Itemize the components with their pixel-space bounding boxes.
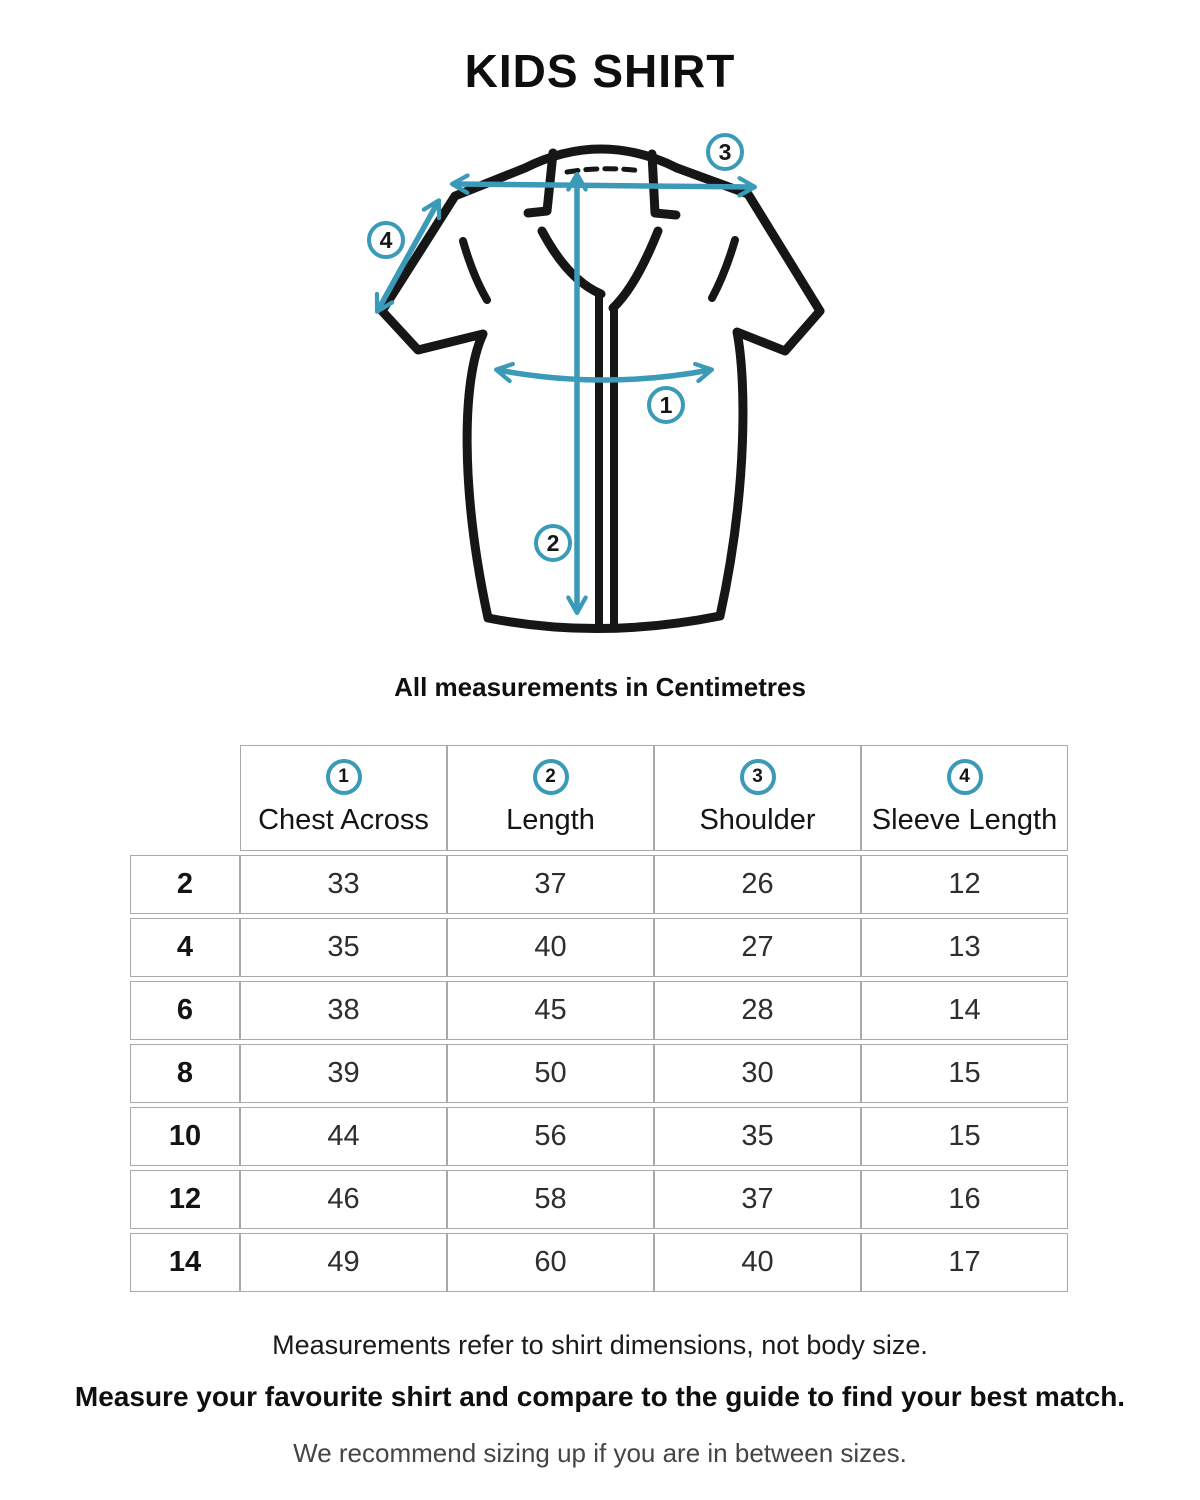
measure-arrow-shoulder — [454, 184, 753, 187]
column-marker-number: 2 — [545, 766, 556, 787]
value-cell: 30 — [654, 1044, 861, 1103]
column-marker-circle-3 — [740, 759, 776, 795]
column-label: Chest Across — [258, 804, 429, 836]
value-cell: 15 — [861, 1107, 1068, 1166]
value-cell: 28 — [654, 981, 861, 1040]
diagram-marker-1 — [649, 388, 683, 422]
value-cell: 40 — [447, 918, 654, 977]
value-cell: 35 — [240, 918, 447, 977]
back-neck-dashed-line — [567, 169, 642, 172]
value-cell: 35 — [654, 1107, 861, 1166]
right-lapel-edge — [613, 231, 658, 308]
table-row-size-4 — [130, 918, 1068, 977]
value-cell: 27 — [654, 918, 861, 977]
column-label: Sleeve Length — [871, 804, 1058, 836]
right-armhole-seam — [712, 240, 735, 298]
value-cell: 60 — [447, 1233, 654, 1292]
column-header-sleeve-length — [861, 745, 1068, 851]
size-cell: 12 — [130, 1170, 240, 1229]
value-cell: 33 — [240, 855, 447, 914]
size-table — [130, 741, 1068, 1296]
table-corner-blank — [130, 745, 240, 851]
footer-note-1: Measurements refer to shirt dimensions, not body size. — [272, 1330, 928, 1360]
column-header-shoulder — [654, 745, 861, 851]
column-marker-number: 3 — [752, 766, 763, 787]
svg-text:4: 4 — [379, 227, 393, 253]
size-cell: 10 — [130, 1107, 240, 1166]
left-armhole-seam — [463, 241, 487, 300]
svg-text:2: 2 — [546, 530, 560, 556]
column-marker-circle-4 — [947, 759, 983, 795]
table-row-size-12 — [130, 1170, 1068, 1229]
value-cell: 15 — [861, 1044, 1068, 1103]
value-cell: 58 — [447, 1170, 654, 1229]
size-cell: 4 — [130, 918, 240, 977]
header-row — [130, 745, 1068, 851]
value-cell: 40 — [654, 1233, 861, 1292]
column-header-length — [447, 745, 654, 851]
table-row-size-2 — [130, 855, 1068, 914]
diagram-marker-2 — [536, 526, 570, 560]
diagram-marker-4 — [369, 223, 403, 257]
table-row-size-8 — [130, 1044, 1068, 1103]
value-cell: 26 — [654, 855, 861, 914]
svg-text:3: 3 — [718, 139, 732, 165]
column-marker-number: 4 — [959, 766, 970, 787]
value-cell: 37 — [447, 855, 654, 914]
left-lapel-edge — [542, 231, 601, 294]
value-cell: 45 — [447, 981, 654, 1040]
value-cell: 56 — [447, 1107, 654, 1166]
value-cell: 49 — [240, 1233, 447, 1292]
value-cell: 17 — [861, 1233, 1068, 1292]
value-cell: 39 — [240, 1044, 447, 1103]
shirt-diagram — [340, 128, 860, 688]
column-label: Shoulder — [699, 804, 816, 836]
table-row-size-10 — [130, 1107, 1068, 1166]
value-cell: 37 — [654, 1170, 861, 1229]
column-marker-circle-1 — [326, 759, 362, 795]
table-row-size-14 — [130, 1233, 1068, 1292]
column-marker-circle-2 — [533, 759, 569, 795]
size-cell: 14 — [130, 1233, 240, 1292]
size-cell: 8 — [130, 1044, 240, 1103]
column-label: Length — [506, 804, 595, 836]
table-row-size-6 — [130, 981, 1068, 1040]
size-cell: 6 — [130, 981, 240, 1040]
page-title: KIDS SHIRT — [464, 45, 736, 97]
measure-arrow-chest — [498, 370, 710, 380]
footer-note-2: Measure your favourite shirt and compare to the guide to find your best match. — [74, 1381, 1126, 1412]
footer-note-3: We recommend sizing up if you are in between sizes. — [293, 1438, 907, 1468]
column-header-chest-across — [240, 745, 447, 851]
column-marker-number: 1 — [338, 766, 349, 787]
value-cell: 38 — [240, 981, 447, 1040]
value-cell: 44 — [240, 1107, 447, 1166]
value-cell: 13 — [861, 918, 1068, 977]
shirt-outline-icon — [379, 149, 820, 629]
value-cell: 50 — [447, 1044, 654, 1103]
size-cell: 2 — [130, 855, 240, 914]
value-cell: 46 — [240, 1170, 447, 1229]
diagram-marker-3 — [708, 135, 742, 169]
svg-text:1: 1 — [659, 392, 673, 418]
value-cell: 16 — [861, 1170, 1068, 1229]
value-cell: 12 — [861, 855, 1068, 914]
value-cell: 14 — [861, 981, 1068, 1040]
units-note: All measurements in Centimetres — [394, 672, 806, 702]
